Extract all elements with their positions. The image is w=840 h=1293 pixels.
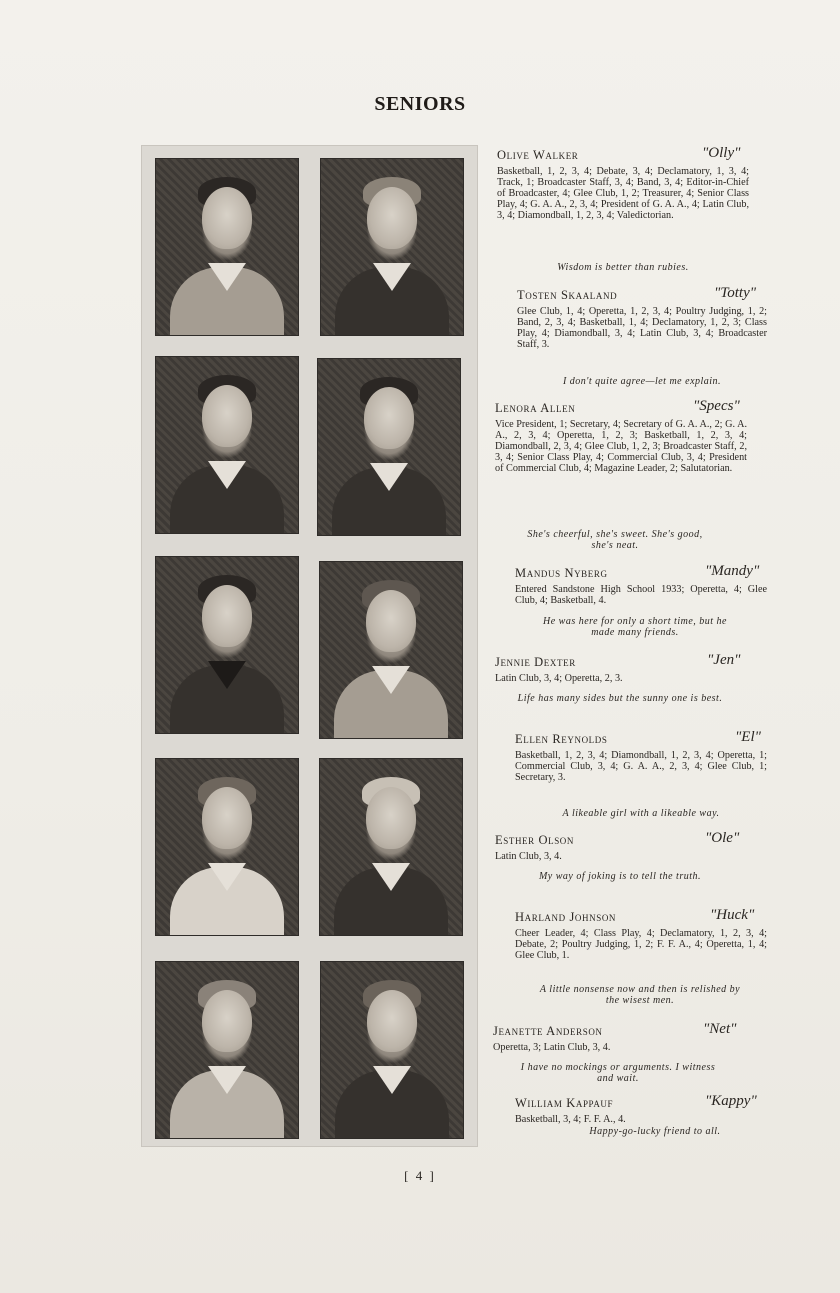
student-name: Harland Johnson: [515, 910, 617, 924]
student-activities: Latin Club, 3, 4; Operetta, 2, 3.: [495, 673, 623, 684]
student-name: Mandus Nyberg: [515, 566, 608, 580]
student-photo: [155, 356, 299, 534]
student-photo: [317, 358, 461, 536]
student-quote: She's cheerful, she's sweet. She's good, she's neat.: [527, 529, 703, 551]
student-photo: [155, 961, 299, 1139]
student-photo: [320, 961, 464, 1139]
student-name: Jennie Dexter: [495, 655, 576, 669]
student-nickname: "Specs": [693, 398, 740, 414]
student-nickname: "Totty": [714, 285, 757, 301]
student-activities: Glee Club, 1, 4; Operetta, 1, 2, 3, 4; Poultry Judging, 1, 2; Band, 2, 3, 4; Basketball, 1, 4; Declamatory, 1, 2, 3; Class Play, 4; Diamondball, 3, 4; Latin Club, 3, 4; Broadcaster Staff, 3.: [517, 306, 767, 350]
student-photo: [155, 758, 299, 936]
student-nickname: "Kappy": [705, 1093, 757, 1109]
student-name: Ellen Reynolds: [515, 732, 608, 746]
student-quote: A little nonsense now and then is relished by the wisest men.: [539, 984, 741, 1006]
student-name: William Kappauf: [515, 1096, 614, 1110]
student-quote: He was here for only a short time, but he made many friends.: [542, 616, 727, 638]
page-number: [ 4 ]: [404, 1168, 436, 1183]
page-title: SENIORS: [374, 93, 466, 115]
student-activities: Basketball, 1, 2, 3, 4; Debate, 3, 4; Declamatory, 1, 3, 4; Track, 1; Broadcaster Staff, 3, 4; Band, 3, 4; Editor-in-Chief of Broadcaster, 4; Glee Club, 1, 2; Treasurer, 4; Senior Class Play, 4; G. A. A., 2, 3, 4; President of G. A. A., 4; Latin Club, 3, 4; Diamondball, 1, 2, 3, 4; Valedictorian.: [497, 166, 749, 221]
student-nickname: "Huck": [710, 907, 755, 923]
student-quote: A likeable girl with a likeable way.: [562, 808, 720, 819]
student-nickname: "El": [735, 729, 761, 745]
student-activities: Basketball, 3, 4; F. F. A., 4.: [515, 1114, 626, 1125]
student-photo: [155, 158, 299, 336]
student-photo: [319, 561, 463, 739]
student-nickname: "Mandy": [705, 563, 760, 579]
student-photo: [319, 758, 463, 936]
student-nickname: "Olly": [702, 145, 741, 161]
student-quote: Life has many sides but the sunny one is best.: [517, 693, 723, 704]
student-activities: Latin Club, 3, 4.: [495, 851, 562, 862]
student-photo: [320, 158, 464, 336]
student-name: Tosten Skaaland: [517, 288, 618, 302]
student-name: Esther Olson: [495, 833, 574, 847]
student-activities: Operetta, 3; Latin Club, 3, 4.: [493, 1042, 611, 1053]
student-quote: Happy-go-lucky friend to all.: [589, 1126, 721, 1137]
student-activities: Cheer Leader, 4; Class Play, 4; Declamatory, 1, 2, 3, 4; Debate, 2; Poultry Judging, 1, 2; F. F. A., 4; Operetta, 1, 4; Glee Club, 1.: [515, 928, 767, 961]
student-quote: Wisdom is better than rubies.: [557, 262, 689, 273]
photo-panel: [141, 145, 478, 1147]
student-activities: Entered Sandstone High School 1933; Operetta, 4; Glee Club, 4; Basketball, 4.: [515, 584, 767, 606]
student-quote: I don't quite agree—let me explain.: [562, 376, 722, 387]
student-activities: Basketball, 1, 2, 3, 4; Diamondball, 1, 2, 3, 4; Operetta, 1; Commercial Club, 3, 4; G. A. A., 2, 3, 4; Glee Club, 1; Secretary, 3.: [515, 750, 767, 783]
student-activities: Vice President, 1; Secretary, 4; Secretary of G. A. A., 2; G. A. A., 2, 3, 4; Operetta, 1, 2, 3; Basketball, 1, 2, 3, 4; Diamondball, 2, 3, 4; Glee Club, 1, 2, 3; Broadcaster Staff, 2, 3, 4; Senior Class Play, 4; Commercial Club, 3, 4; President of Commercial Club, 4; Magazine Leader, 2; Salutatorian.: [495, 419, 747, 474]
student-photo: [155, 556, 299, 734]
student-quote: My way of joking is to tell the truth.: [538, 871, 702, 882]
student-nickname: "Jen": [707, 652, 741, 668]
student-name: Lenora Allen: [495, 401, 576, 415]
student-name: Jeanette Anderson: [493, 1024, 603, 1038]
student-name: Olive Walker: [497, 148, 579, 162]
student-nickname: "Net": [703, 1021, 737, 1037]
student-nickname: "Ole": [705, 830, 740, 846]
student-quote: I have no mockings or arguments. I witness and wait.: [520, 1062, 716, 1084]
